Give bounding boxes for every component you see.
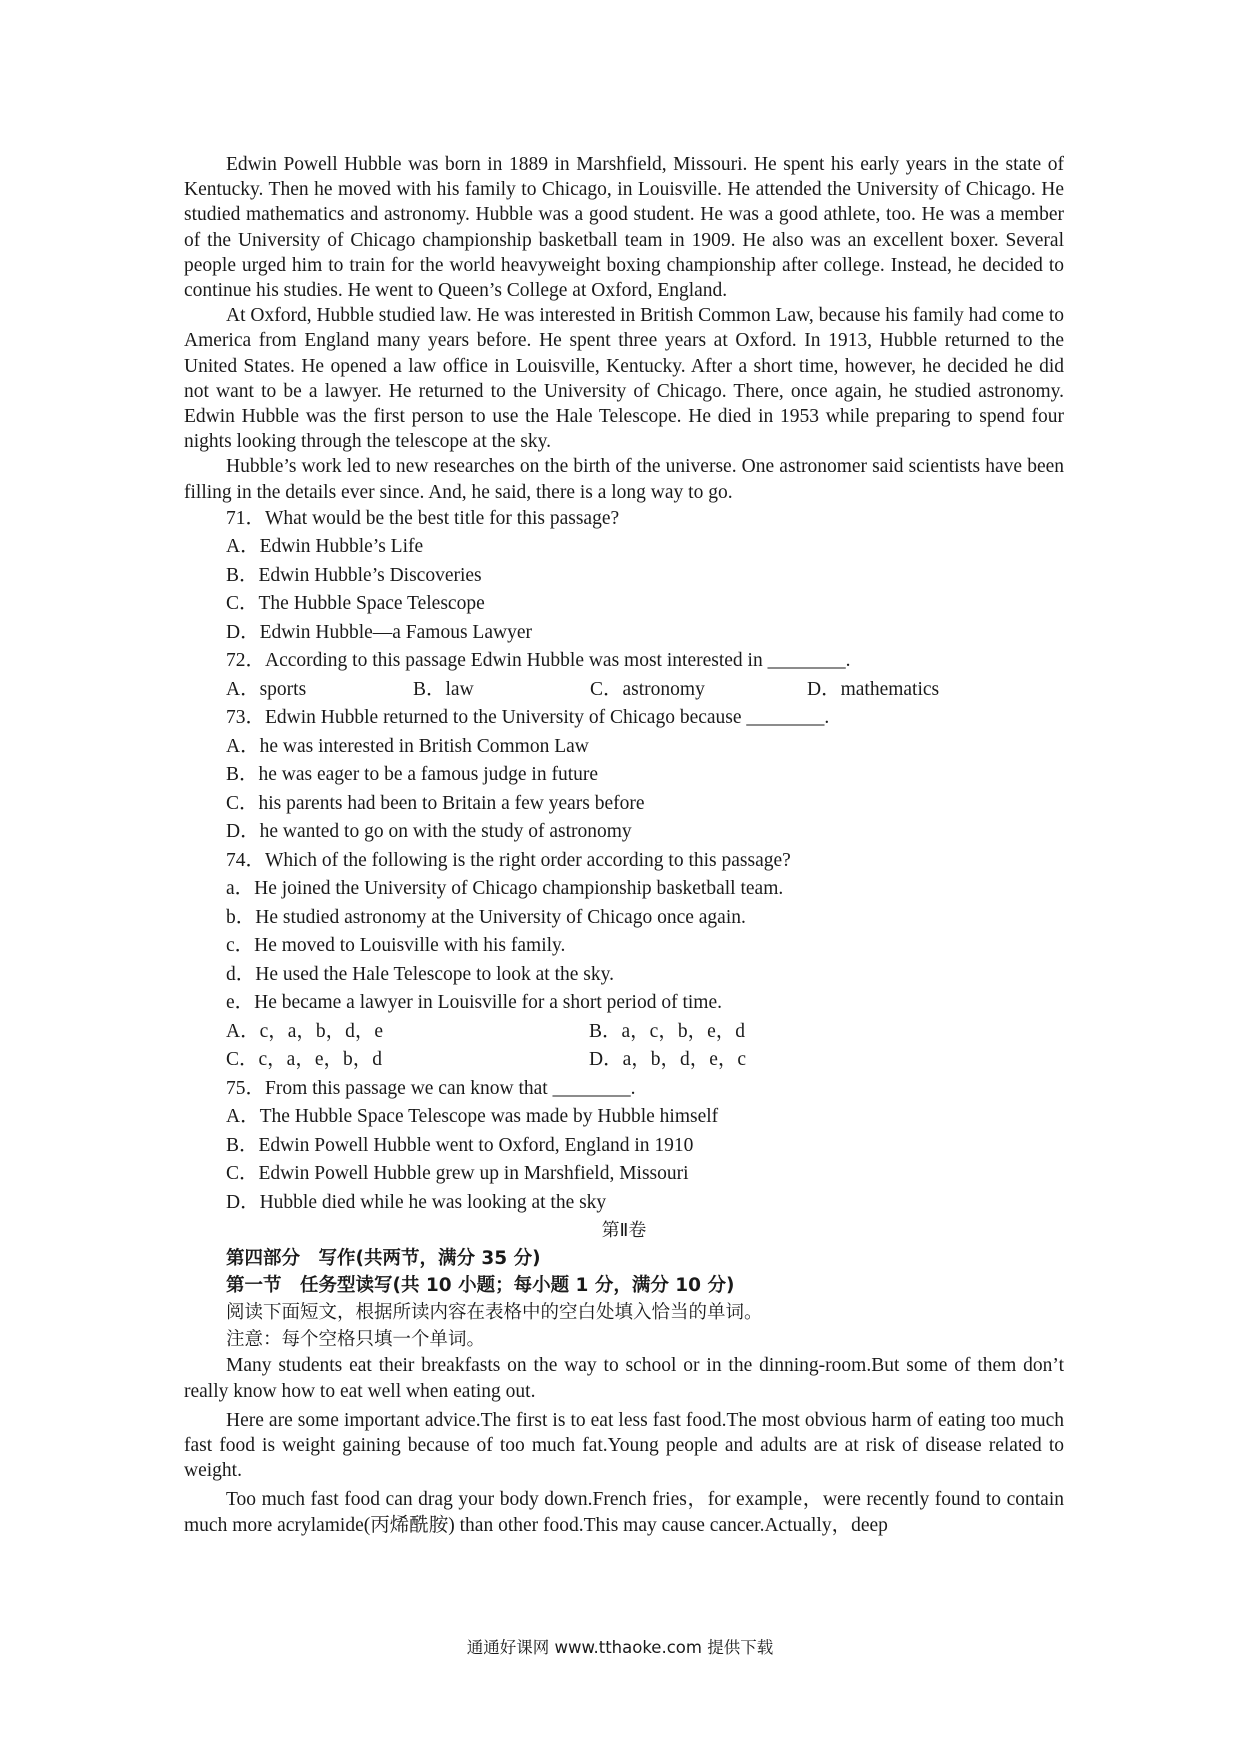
option-a: A．The Hubble Space Telescope was made by Hubble himself bbox=[226, 1106, 719, 1128]
option-a: A．sports bbox=[226, 678, 307, 700]
event-d: d．He used the Hale Telescope to look at the sky. bbox=[226, 963, 614, 985]
option-a: A．he was interested in British Common Law bbox=[226, 735, 589, 757]
option-d: D．a，b，d，e，c bbox=[589, 1049, 747, 1071]
passage2-paragraph-3: Too much fast food can drag your body down.French fries，for example，were recently found to contain much more acrylamide(丙烯酰胺) than other food.This may cause cancer.Actually，deep bbox=[184, 1489, 1064, 1536]
question-stem: 71．What would be the best title for this passage? bbox=[226, 507, 620, 529]
exam-page bbox=[184, 152, 1064, 1538]
option-d: D．mathematics bbox=[807, 678, 940, 700]
question-75 bbox=[184, 1075, 1064, 1218]
question-72 bbox=[184, 647, 1064, 704]
option-b: B．he was eager to be a famous judge in future bbox=[226, 764, 599, 786]
option-c: C．The Hubble Space Telescope bbox=[226, 593, 485, 615]
passage2-paragraph-1: Many students eat their breakfasts on the way to school or in the dinning-room.But some of them don’t really know how to eat well when eating out. bbox=[184, 1355, 1064, 1402]
passage-paragraph-1: Edwin Powell Hubble was born in 1889 in Marshfield, Missouri. He spent his early years in the state of Kentucky. Then he moved with his family to Chicago, in Louisville. He attended the University of Chicago. He studied mathematics and astronomy. Hubble was a good student. He was a good athlete, too. He was a member of the University of Chicago championship basketball team in 1909. He also was an excellent boxer. Several people urged him to train for the world heavyweight boxing championship after college. Instead, he decided to continue his studies. He went to Queen’s College at Oxford, England. bbox=[184, 154, 1064, 302]
section1-heading: 第一节 任务型读写(共 10 小题；每小题 1 分，满分 10 分) bbox=[226, 1275, 735, 1297]
option-d: D．Edwin Hubble—a Famous Lawyer bbox=[226, 621, 532, 643]
question-stem: 74．Which of the following is the right order according to this passage? bbox=[226, 849, 791, 871]
question-74 bbox=[184, 847, 1064, 1075]
option-b: B．Edwin Powell Hubble went to Oxford, England in 1910 bbox=[226, 1134, 694, 1156]
question-stem: 73．Edwin Hubble returned to the University of Chicago because ________. bbox=[226, 707, 830, 729]
option-c: C．his parents had been to Britain a few years before bbox=[226, 792, 645, 814]
event-a: a．He joined the University of Chicago championship basketball team. bbox=[226, 878, 784, 900]
volume-title: 第Ⅱ卷 bbox=[601, 1220, 647, 1242]
option-d: D．he wanted to go on with the study of astronomy bbox=[226, 821, 632, 843]
option-a: A．Edwin Hubble’s Life bbox=[226, 536, 424, 558]
question-stem: 72．According to this passage Edwin Hubble was most interested in ________. bbox=[226, 650, 851, 672]
question-71 bbox=[184, 505, 1064, 648]
option-c: C．Edwin Powell Hubble grew up in Marshfield, Missouri bbox=[226, 1163, 689, 1185]
part4-heading: 第四部分 写作(共两节，满分 35 分) bbox=[226, 1248, 541, 1270]
question-stem: 75．From this passage we can know that ________. bbox=[226, 1077, 636, 1099]
option-b: B．a，c，b，e，d bbox=[589, 1020, 745, 1042]
passage-paragraph-3: Hubble’s work led to new researches on the birth of the universe. One astronomer said scientists have been filling in the details ever since. And, he said, there is a long way to go. bbox=[184, 456, 1064, 503]
options-row bbox=[184, 1018, 1064, 1047]
passage2-paragraph-2: Here are some important advice.The first is to eat less fast food.The most obvious harm of eating too much fast food is weight gaining because of too much fat.Young people and adults are at risk of disease related to weight. bbox=[184, 1409, 1064, 1482]
options-row bbox=[184, 676, 1064, 705]
event-b: b．He studied astronomy at the University of Chicago once again. bbox=[226, 906, 746, 928]
event-e: e．He became a lawyer in Louisville for a short period of time. bbox=[226, 992, 722, 1014]
options-row bbox=[184, 1046, 1064, 1075]
option-a: A．c，a，b，d，e bbox=[226, 1020, 384, 1042]
option-b: B．Edwin Hubble’s Discoveries bbox=[226, 564, 482, 586]
option-c: C．astronomy bbox=[590, 678, 705, 700]
option-c: C．c，a，e，b，d bbox=[226, 1049, 382, 1071]
download-footer: 通通好课网 www.tthaoke.com 提供下载 bbox=[466, 1638, 774, 1657]
question-73 bbox=[184, 704, 1064, 847]
instruction-text: 阅读下面短文，根据所读内容在表格中的空白处填入恰当的单词。 bbox=[226, 1302, 763, 1324]
passage-paragraph-2: At Oxford, Hubble studied law. He was interested in British Common Law, because his family had come to America from England many years before. He spent three years at Oxford. In 1913, Hubble returned to the United States. He opened a law office in Louisville, Kentucky. After a short time, however, he decided he did not want to be a lawyer. He returned to the University of Chicago. There, once again, he studied astronomy. Edwin Hubble was the first person to use the Hale Telescope. He died in 1953 while preparing to spend four nights looking through the telescope at the sky. bbox=[184, 305, 1064, 453]
option-d: D．Hubble died while he was looking at the sky bbox=[226, 1191, 607, 1213]
event-c: c．He moved to Louisville with his family. bbox=[226, 935, 566, 957]
option-b: B．law bbox=[413, 678, 474, 700]
note-text: 注意：每个空格只填一个单词。 bbox=[226, 1329, 486, 1351]
